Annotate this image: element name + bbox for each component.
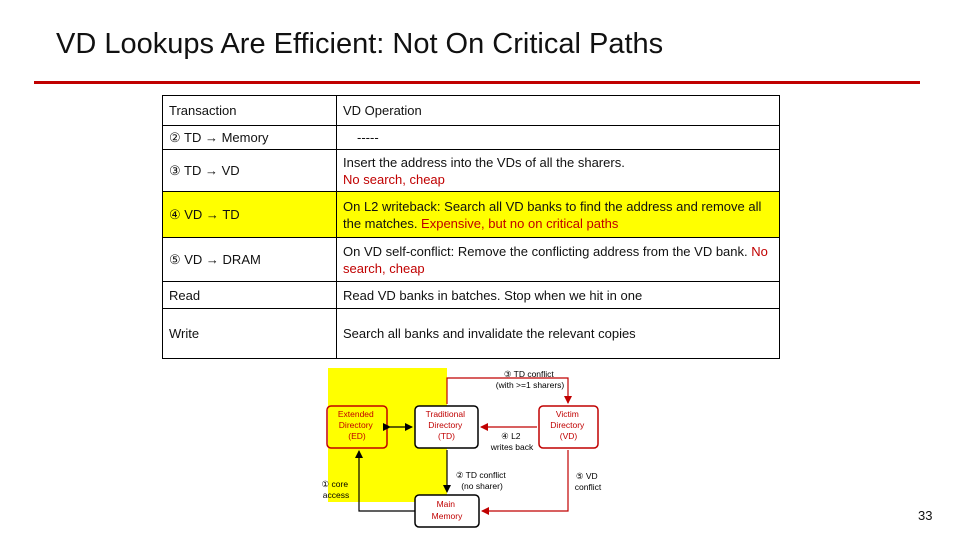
transaction-cell: Write: [163, 309, 337, 359]
header-transaction: Transaction: [163, 96, 337, 126]
ed-label: Extended Directory (ED): [337, 409, 374, 441]
operation-cell: [337, 192, 780, 238]
table-row-highlighted: [163, 192, 780, 238]
operation-cell: [337, 126, 780, 150]
td-conflict-sharers-label: ③ TD conflict (with >=1 sharers): [495, 369, 565, 390]
td-conflict-no-sharer-label: ② TD conflict (no sharer): [455, 470, 506, 491]
transaction-cell: Read: [163, 282, 337, 309]
transaction-cell: ④ VD → TD: [163, 192, 337, 238]
slide-title: VD Lookups Are Efficient: Not On Critical Paths: [56, 28, 664, 60]
memory-label: Main Memory: [431, 499, 463, 521]
operation-text: -----: [357, 130, 379, 145]
vd-label: Victim Directory (VD): [550, 409, 585, 441]
core-access-label: ① core access: [321, 479, 350, 500]
transaction-cell: ③ TD → VD: [163, 150, 337, 192]
operation-note: Expensive, but no on critical paths: [421, 215, 619, 231]
table-row: [163, 126, 780, 150]
td-label: Traditional Directory (TD): [425, 409, 465, 441]
table-row: [163, 150, 780, 192]
title-divider: [34, 81, 920, 84]
operation-cell: [337, 282, 780, 309]
table-row: [163, 238, 780, 282]
l2-writeback-label: ④ L2 writes back: [490, 431, 534, 452]
operation-cell: [337, 150, 780, 192]
transaction-cell: ⑤ VD → DRAM: [163, 238, 337, 282]
table-header-row: [163, 96, 780, 126]
operation-cell: [337, 238, 780, 282]
operation-cell: [337, 309, 780, 359]
operation-text: Insert the address into the VDs of all the sharers.: [343, 154, 625, 170]
operations-table: [162, 95, 780, 359]
operation-text: Read VD banks in batches. Stop when we hit in one: [343, 287, 643, 303]
vd-conflict-label: ⑤ VD conflict: [574, 471, 602, 492]
operation-text: On L2 writeback: Search all VD banks to find the address and remove all the matches.: [343, 198, 762, 231]
table-row: [163, 309, 780, 359]
operation-text: Search all banks and invalidate the relevant copies: [343, 326, 636, 341]
directory-diagram: [300, 362, 620, 532]
transaction-cell: ② TD → Memory: [163, 126, 337, 150]
operation-note: No search, cheap: [343, 171, 445, 187]
table-row: [163, 282, 780, 309]
operation-note: No search, cheap: [343, 243, 768, 276]
header-vd-operation: VD Operation: [337, 96, 780, 126]
operation-text: On VD self-conflict: Remove the conflicting address from the VD bank.: [343, 243, 752, 259]
page-number: 33: [918, 508, 933, 523]
